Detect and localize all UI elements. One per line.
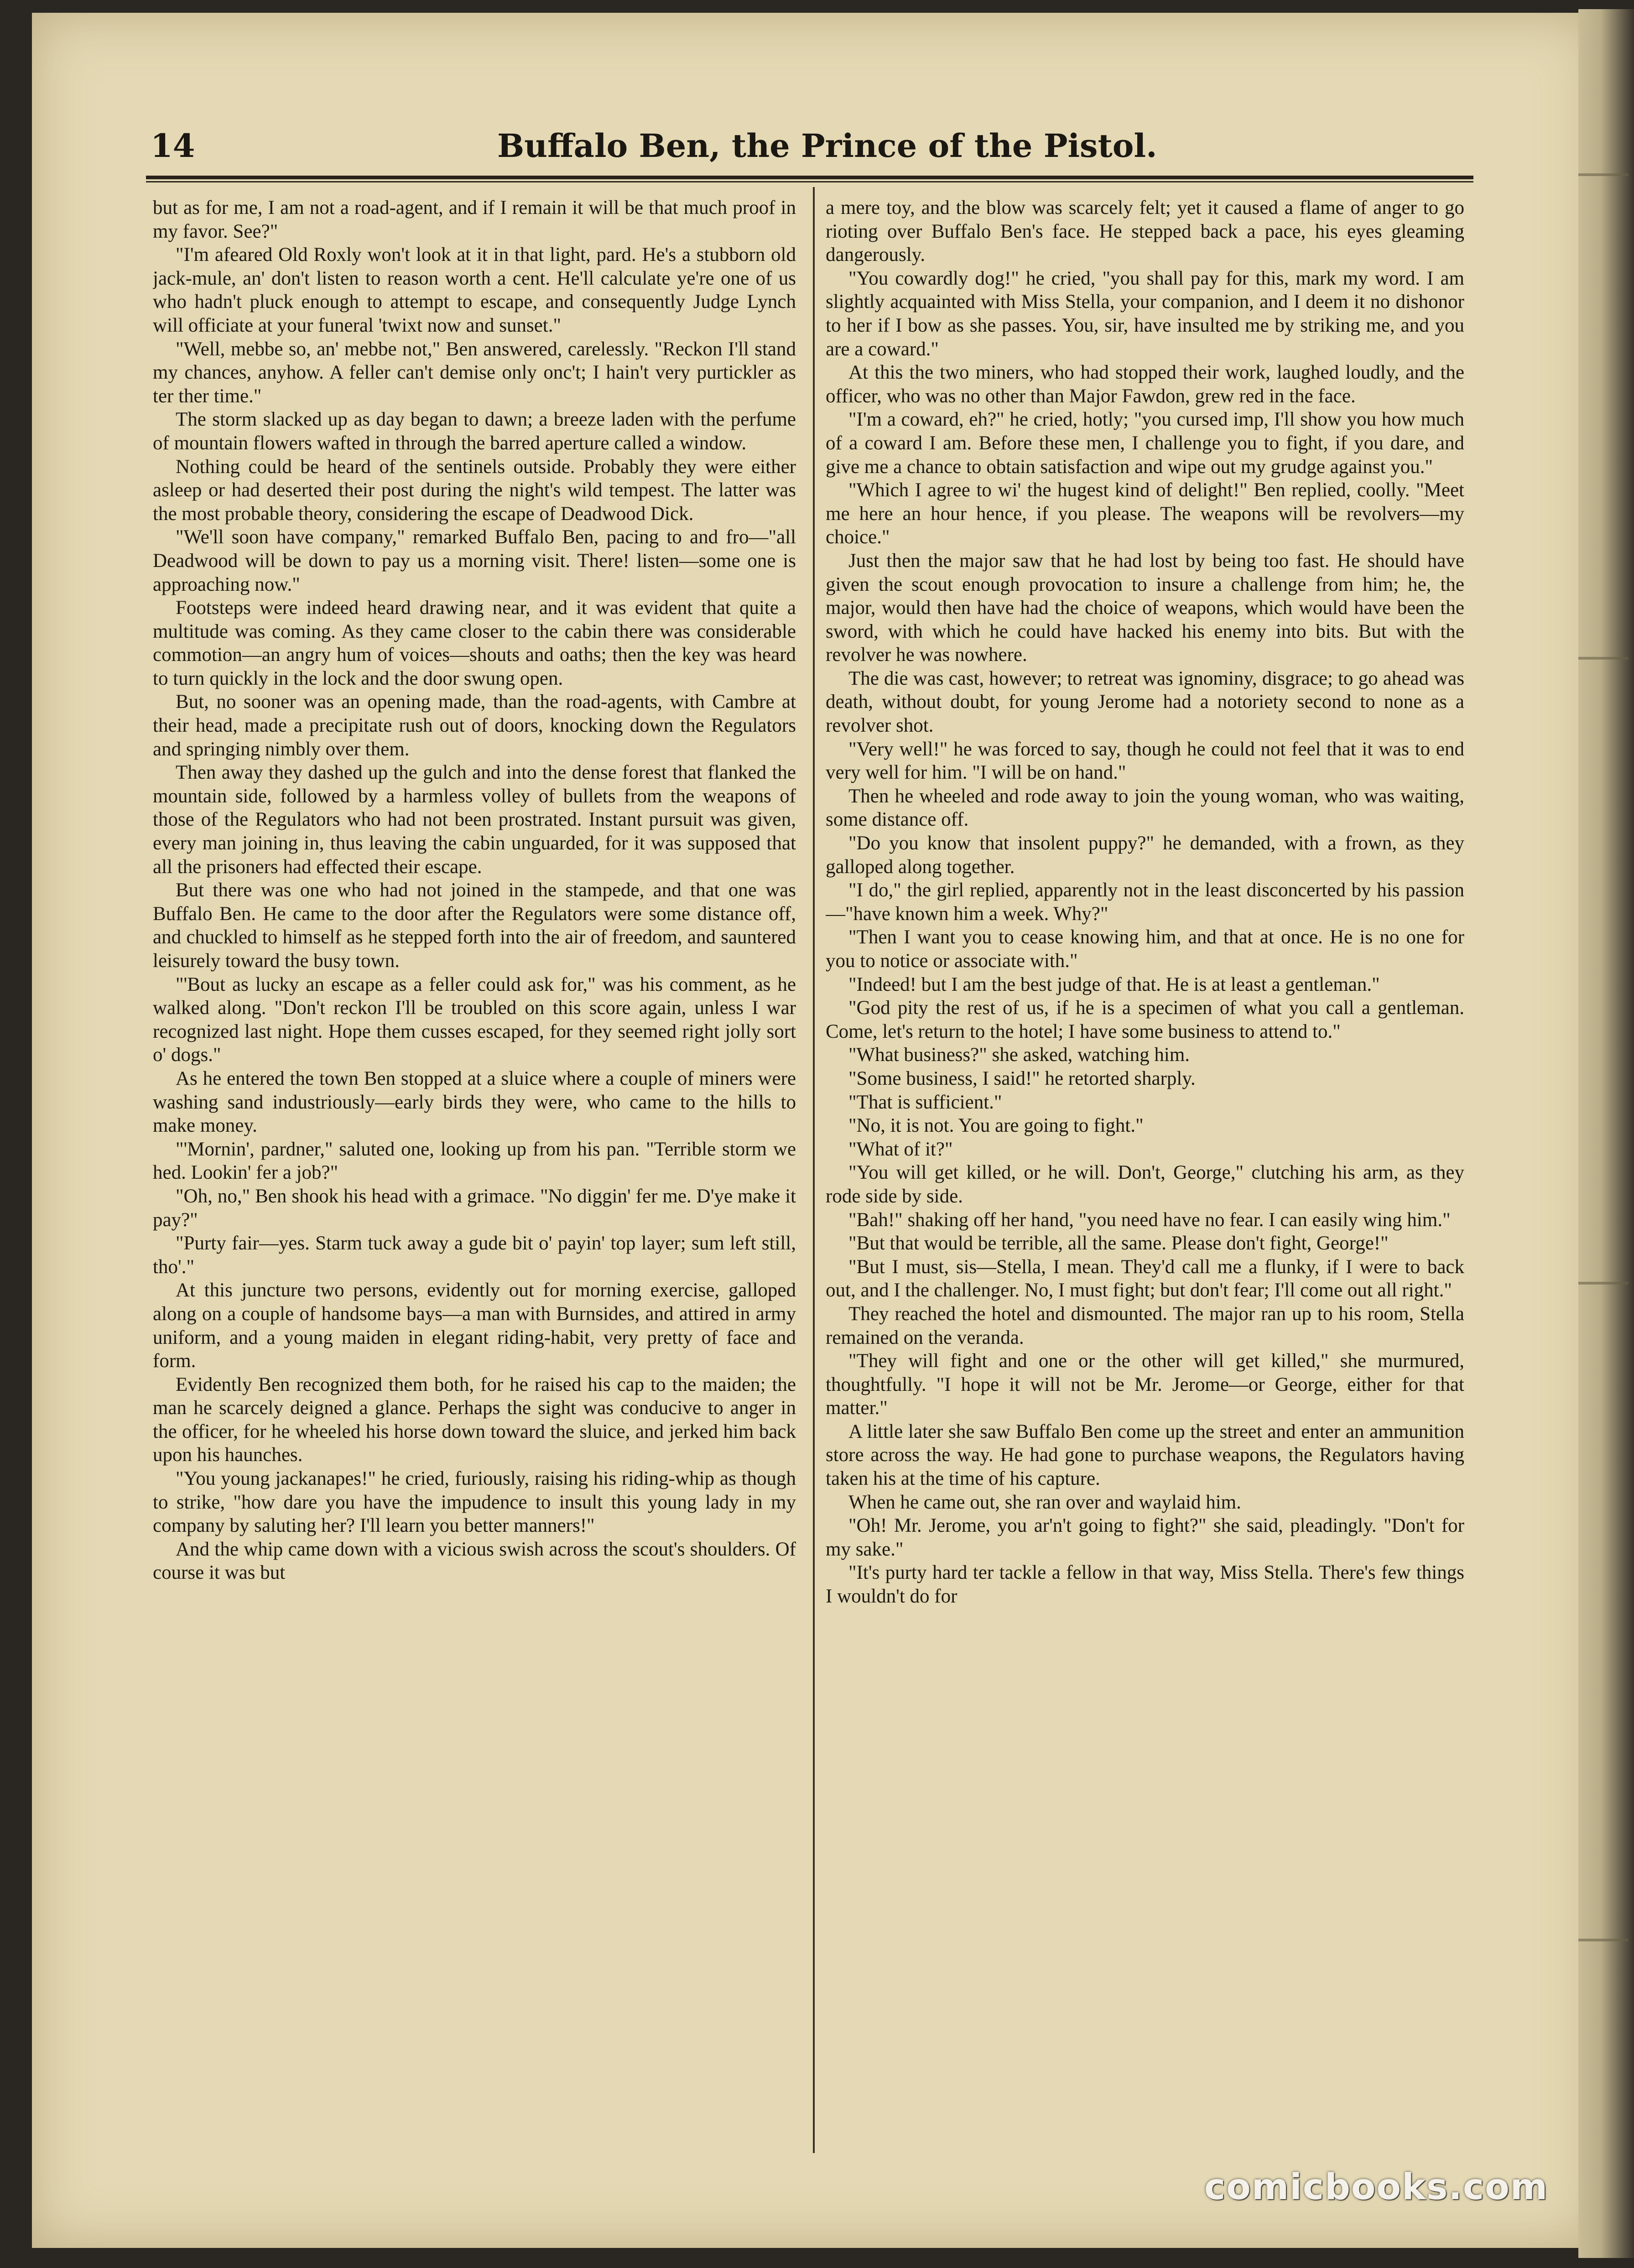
paragraph: Nothing could be heard of the sentinels outside. Probably they were either asleep or had deserted their post during the night's wild tempest. The latter was the most probable theory, considering the escape of Deadwood Dick. bbox=[153, 456, 796, 525]
paragraph: "You young jackanapes!" he cried, furiously, raising his riding-whip as though to strike, "how dare you have the impudence to insult this young lady in my company by saluting her? I'll learn you better manners!" bbox=[153, 1468, 796, 1537]
paragraph: "Oh! Mr. Jerome, you ar'n't going to fight?" she said, pleadingly. "Don't for my sake." bbox=[826, 1515, 1464, 1560]
running-title: Buffalo Ben, the Prince of the Pistol. bbox=[497, 127, 1157, 165]
left-column bbox=[153, 196, 796, 2171]
paragraph: "But that would be terrible, all the same. Please don't fight, George!" bbox=[848, 1233, 1389, 1254]
paragraph: And the whip came down with a vicious swish across the scout's shoulders. Of course it was but bbox=[153, 1538, 796, 1584]
paragraph: The storm slacked up as day began to dawn; a breeze laden with the perfume of mountain flowers wafted in through the barred aperture called a window. bbox=[153, 409, 796, 454]
paragraph: "What business?" she asked, watching him. bbox=[848, 1044, 1190, 1066]
paragraph: "Purty fair—yes. Starm tuck away a gude bit o' payin' top layer; sum left still, tho'." bbox=[153, 1233, 796, 1278]
page-number: 14 bbox=[151, 127, 195, 165]
paragraph: "Do you know that insolent puppy?" he demanded, with a frown, as they galloped along together. bbox=[826, 832, 1464, 878]
paragraph: "You will get killed, or he will. Don't, George," clutching his arm, as they rode side by side. bbox=[826, 1162, 1464, 1207]
column-divider bbox=[813, 187, 815, 2153]
header-rule bbox=[146, 176, 1473, 179]
paragraph: As he entered the town Ben stopped at a sluice where a couple of miners were washing sand industriously—early birds they were, who came to the hills to make money. bbox=[153, 1067, 796, 1137]
paragraph: "'Mornin', pardner," saluted one, looking up from his pan. "Terrible storm we hed. Lookin' fer a job?" bbox=[153, 1138, 796, 1184]
paragraph: "That is sufficient." bbox=[848, 1091, 1002, 1113]
paragraph: "'Bout as lucky an escape as a feller could ask for," was his comment, as he walked along. "Don't reckon I'll be troubled on this score again, unless I war recognized last night. Hope them cusses escaped, for they seemed right jolly sort o' dogs." bbox=[153, 973, 796, 1066]
paragraph: "I do," the girl replied, apparently not in the least disconcerted by his passion—"have known him a week. Why?" bbox=[826, 879, 1464, 925]
paragraph: The die was cast, however; to retreat was ignominy, disgrace; to go ahead was death, without doubt, for young Jerome had a notoriety second to none as a revolver shot. bbox=[826, 667, 1464, 737]
paragraph: Then he wheeled and rode away to join the young woman, who was waiting, some distance off. bbox=[826, 785, 1464, 831]
paragraph: "What of it?" bbox=[848, 1138, 953, 1160]
paragraph: "Then I want you to cease knowing him, and that at once. He is no one for you to notice or associate with." bbox=[826, 926, 1464, 972]
right-column bbox=[826, 196, 1464, 2171]
header-rule-thin bbox=[146, 181, 1473, 182]
paragraph: Footsteps were indeed heard drawing near, and it was evident that quite a multitude was coming. As they came closer to the cabin there was considerable commotion—an angry hum of voices—shouts and oaths; then the key was heard to turn quickly in the lock and the door swung open. bbox=[153, 597, 796, 689]
paragraph: "They will fight and one or the other will get killed," she murmured, thoughtfully. "I hope it will not be Mr. Jerome—or George, either for that matter." bbox=[826, 1350, 1464, 1419]
watermark: comicbooks.com bbox=[1204, 2167, 1549, 2208]
edge-tick bbox=[1578, 1939, 1629, 1941]
paragraph: Just then the major saw that he had lost by being too fast. He should have given the scout enough provocation to insure a challenge from him; he, the major, would then have had the choice of weapons, which would have been the sword, with which he could have hacked his enemy into bits. But with the revolver he was nowhere. bbox=[826, 550, 1464, 666]
paragraph: "Bah!" shaking off her hand, "you need have no fear. I can easily wing him." bbox=[848, 1209, 1451, 1231]
paragraph: "Well, mebbe so, an' mebbe not," Ben answered, carelessly. "Reckon I'll stand my chances, anyhow. A feller can't demise only onc't; I hain't very purtickler as ter ther time." bbox=[153, 338, 796, 407]
page-edge bbox=[1578, 9, 1634, 2258]
paragraph: But, no sooner was an opening made, than the road-agents, with Cambre at their head, made a precipitate rush out of doors, knocking down the Regulators and springing nimbly over them. bbox=[153, 691, 796, 760]
edge-tick bbox=[1578, 173, 1629, 176]
paragraph: "No, it is not. You are going to fight." bbox=[848, 1115, 1144, 1137]
paragraph: When he came out, she ran over and waylaid him. bbox=[848, 1491, 1241, 1513]
edge-tick bbox=[1578, 657, 1629, 660]
paragraph: But there was one who had not joined in the stampede, and that one was Buffalo Ben. He came to the door after the Regulators were some distance off, and chuckled to himself as he stepped forth into the air of freedom, and sauntered leisurely toward the busy town. bbox=[153, 879, 796, 972]
paragraph: "Very well!" he was forced to say, though he could not feel that it was to end very well for him. "I will be on hand." bbox=[826, 738, 1464, 784]
paragraph: "I'm a coward, eh?" he cried, hotly; "you cursed imp, I'll show you how much of a coward I am. Before these men, I challenge you to fight, if you dare, and give me a chance to obtain satisfaction and wipe out my grudge against you." bbox=[826, 409, 1464, 478]
paragraph: At this juncture two persons, evidently out for morning exercise, galloped along on a couple of handsome bays—a man with Burnsides, and attired in army uniform, and a young maiden in elegant riding-habit, very pretty of face and form. bbox=[153, 1280, 796, 1372]
paragraph: but as for me, I am not a road-agent, and if I remain it will be that much proof in my favor. See?" bbox=[153, 197, 796, 242]
paragraph: "God pity the rest of us, if he is a specimen of what you call a gentleman. Come, let's return to the hotel; I have some business to attend to." bbox=[826, 997, 1464, 1042]
paragraph: Then away they dashed up the gulch and into the dense forest that flanked the mountain side, followed by a harmless volley of bullets from the weapons of those of the Regulators who had not been prostrated. Instant pursuit was given, every man joining in, thus leaving the cabin unguarded, for it was supposed that all the prisoners had effected their escape. bbox=[153, 762, 796, 878]
paragraph: "We'll soon have company," remarked Buffalo Ben, pacing to and fro—"all Deadwood will be down to pay us a morning visit. There! listen—some one is approaching now." bbox=[153, 526, 796, 595]
paragraph: "Which I agree to wi' the hugest kind of delight!" Ben replied, coolly. "Meet me here an hour hence, if you please. The weapons will be revolvers—my choice." bbox=[826, 479, 1464, 548]
page-header bbox=[151, 127, 1483, 177]
paragraph: A little later she saw Buffalo Ben come up the street and enter an ammunition store across the way. He had gone to purchase weapons, the Regulators having taken his at the time of his capture. bbox=[826, 1420, 1464, 1490]
paragraph: "Indeed! but I am the best judge of that. He is at least a gentleman." bbox=[848, 973, 1380, 995]
paragraph: "I'm afeared Old Roxly won't look at it in that light, pard. He's a stubborn old jack-mule, an' don't listen to reason worth a cent. He'll calculate ye're one of us who hadn't pluck enough to attempt to escape, and consequently Judge Lynch will officiate at your funeral 'twixt now and sunset." bbox=[153, 244, 796, 336]
paragraph: "Oh, no," Ben shook his head with a grimace. "No diggin' fer me. D'ye make it pay?" bbox=[153, 1185, 796, 1231]
paragraph: "You cowardly dog!" he cried, "you shall pay for this, mark my word. I am slightly acquainted with Miss Stella, your companion, and I deem it no dishonor to her if I bow as she passes. You, sir, have insulted me by striking me, and you are a coward." bbox=[826, 267, 1464, 360]
paragraph: "Some business, I said!" he retorted sharply. bbox=[848, 1067, 1196, 1089]
paragraph: They reached the hotel and dismounted. The major ran up to his room, Stella remained on the veranda. bbox=[826, 1303, 1464, 1348]
paragraph: At this the two miners, who had stopped their work, laughed loudly, and the officer, who was no other than Major Fawdon, grew red in the face. bbox=[826, 362, 1464, 407]
edge-tick bbox=[1578, 1282, 1629, 1285]
paragraph: "It's purty hard ter tackle a fellow in that way, Miss Stella. There's few things I wouldn't do for bbox=[826, 1562, 1464, 1607]
paragraph: a mere toy, and the blow was scarcely felt; yet it caused a flame of anger to go rioting over Buffalo Ben's face. He stepped back a pace, his eyes gleaming dangerously. bbox=[826, 197, 1464, 266]
paragraph: Evidently Ben recognized them both, for he raised his cap to the maiden; the man he scarcely deigned a glance. Perhaps the sight was conducive to anger in the officer, for he wheeled his horse down toward the sluice, and jerked him back upon his haunches. bbox=[153, 1373, 796, 1466]
paragraph: "But I must, sis—Stella, I mean. They'd call me a flunky, if I were to back out, and I the challenger. No, I must fight; but don't fear; I'll come out all right." bbox=[826, 1256, 1464, 1301]
